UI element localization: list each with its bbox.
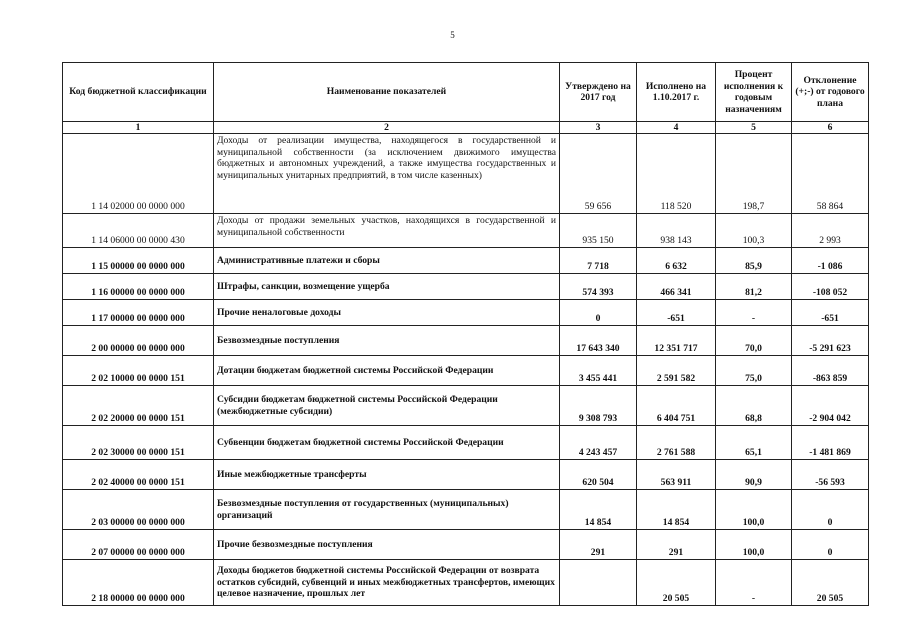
column-number-row (63, 122, 869, 134)
indicator-name: Дотации бюджетам бюджетной системы Российской Федерации (214, 356, 560, 386)
page-number: 5 (450, 30, 455, 40)
budget-code: 2 07 00000 00 0000 000 (63, 530, 214, 560)
executed-value: 14 854 (637, 490, 716, 530)
table-row (63, 356, 869, 386)
executed-value: 563 911 (637, 460, 716, 490)
table-row (63, 274, 869, 300)
approved-value (560, 560, 637, 606)
indicator-name: Субсидии бюджетам бюджетной системы Российской Федерации (межбюджетные субсидии) (214, 386, 560, 426)
executed-value: 12 351 717 (637, 326, 716, 356)
percent-value: 68,8 (716, 386, 792, 426)
indicator-name: Доходы бюджетов бюджетной системы Российской Федерации от возврата остатков субсидий, субвенций и иных межбюджетных трансфертов, имеющих целевое назначение, прошлых лет (214, 560, 560, 606)
header-code: Код бюджетной классификации (63, 63, 214, 122)
header-deviation: Отклонение (+;-) от годового плана (792, 63, 869, 122)
deviation-value: 2 993 (792, 214, 869, 248)
approved-value: 14 854 (560, 490, 637, 530)
table-row (63, 426, 869, 460)
executed-value: 6 404 751 (637, 386, 716, 426)
table-row (63, 134, 869, 214)
approved-value: 17 643 340 (560, 326, 637, 356)
budget-code: 2 03 00000 00 0000 000 (63, 490, 214, 530)
executed-value: 2 591 582 (637, 356, 716, 386)
indicator-name: Безвозмездные поступления от государственных (муниципальных) организаций (214, 490, 560, 530)
approved-value: 9 308 793 (560, 386, 637, 426)
indicator-name: Прочие неналоговые доходы (214, 300, 560, 326)
budget-code: 2 02 30000 00 0000 151 (63, 426, 214, 460)
approved-value: 59 656 (560, 134, 637, 214)
approved-value: 3 455 441 (560, 356, 637, 386)
budget-table (62, 62, 869, 606)
budget-code: 2 18 00000 00 0000 000 (63, 560, 214, 606)
percent-value: 100,0 (716, 530, 792, 560)
deviation-value: -2 904 042 (792, 386, 869, 426)
percent-value: 70,0 (716, 326, 792, 356)
approved-value: 4 243 457 (560, 426, 637, 460)
approved-value: 0 (560, 300, 637, 326)
approved-value: 574 393 (560, 274, 637, 300)
column-number: 1 (63, 122, 214, 134)
budget-code: 1 16 00000 00 0000 000 (63, 274, 214, 300)
column-number: 5 (716, 122, 792, 134)
percent-value: - (716, 560, 792, 606)
indicator-name: Прочие безвозмездные поступления (214, 530, 560, 560)
budget-code: 1 15 00000 00 0000 000 (63, 248, 214, 274)
executed-value: 938 143 (637, 214, 716, 248)
indicator-name: Доходы от продажи земельных участков, находящихся в государственной и муниципальной собственности (214, 214, 560, 248)
executed-value: 2 761 588 (637, 426, 716, 460)
deviation-value: -1 481 869 (792, 426, 869, 460)
approved-value: 620 504 (560, 460, 637, 490)
executed-value: 466 341 (637, 274, 716, 300)
indicator-name: Штрафы, санкции, возмещение ущерба (214, 274, 560, 300)
percent-value: 65,1 (716, 426, 792, 460)
budget-code: 2 00 00000 00 0000 000 (63, 326, 214, 356)
indicator-name: Иные межбюджетные трансферты (214, 460, 560, 490)
percent-value: 75,0 (716, 356, 792, 386)
header-executed: Исполнено на 1.10.2017 г. (637, 63, 716, 122)
header-name: Наименование показателей (214, 63, 560, 122)
table-row (63, 386, 869, 426)
deviation-value: 58 864 (792, 134, 869, 214)
header-row (63, 63, 869, 122)
deviation-value: -651 (792, 300, 869, 326)
budget-code: 1 14 06000 00 0000 430 (63, 214, 214, 248)
percent-value: - (716, 300, 792, 326)
table-row (63, 300, 869, 326)
deviation-value: -1 086 (792, 248, 869, 274)
header-percent: Процент исполнения к годовым назначениям (716, 63, 792, 122)
table-row (63, 490, 869, 530)
deviation-value: 0 (792, 490, 869, 530)
budget-code: 1 17 00000 00 0000 000 (63, 300, 214, 326)
table-row (63, 326, 869, 356)
executed-value: -651 (637, 300, 716, 326)
table-row (63, 530, 869, 560)
approved-value: 291 (560, 530, 637, 560)
column-number: 6 (792, 122, 869, 134)
deviation-value: -5 291 623 (792, 326, 869, 356)
executed-value: 6 632 (637, 248, 716, 274)
percent-value: 81,2 (716, 274, 792, 300)
budget-code: 2 02 40000 00 0000 151 (63, 460, 214, 490)
budget-code: 2 02 10000 00 0000 151 (63, 356, 214, 386)
indicator-name: Административные платежи и сборы (214, 248, 560, 274)
approved-value: 935 150 (560, 214, 637, 248)
table-row (63, 214, 869, 248)
percent-value: 198,7 (716, 134, 792, 214)
deviation-value: 20 505 (792, 560, 869, 606)
executed-value: 118 520 (637, 134, 716, 214)
deviation-value: 0 (792, 530, 869, 560)
percent-value: 100,0 (716, 490, 792, 530)
deviation-value: -56 593 (792, 460, 869, 490)
percent-value: 85,9 (716, 248, 792, 274)
header-approved: Утверждено на 2017 год (560, 63, 637, 122)
column-number: 4 (637, 122, 716, 134)
percent-value: 100,3 (716, 214, 792, 248)
executed-value: 291 (637, 530, 716, 560)
table-row (63, 460, 869, 490)
approved-value: 7 718 (560, 248, 637, 274)
column-number: 3 (560, 122, 637, 134)
budget-code: 1 14 02000 00 0000 000 (63, 134, 214, 214)
table-row (63, 248, 869, 274)
percent-value: 90,9 (716, 460, 792, 490)
deviation-value: -108 052 (792, 274, 869, 300)
executed-value: 20 505 (637, 560, 716, 606)
indicator-name: Безвозмездные поступления (214, 326, 560, 356)
indicator-name: Субвенции бюджетам бюджетной системы Российской Федерации (214, 426, 560, 460)
deviation-value: -863 859 (792, 356, 869, 386)
indicator-name: Доходы от реализации имущества, находящегося в государственной и муниципальной собственности (за исключением движимого имущества бюджетных и автономных учреждений, а также имущества государственных и муниципальных унитарных предприятий, в том числе казенных) (214, 134, 560, 214)
column-number: 2 (214, 122, 560, 134)
budget-code: 2 02 20000 00 0000 151 (63, 386, 214, 426)
table-row (63, 560, 869, 606)
